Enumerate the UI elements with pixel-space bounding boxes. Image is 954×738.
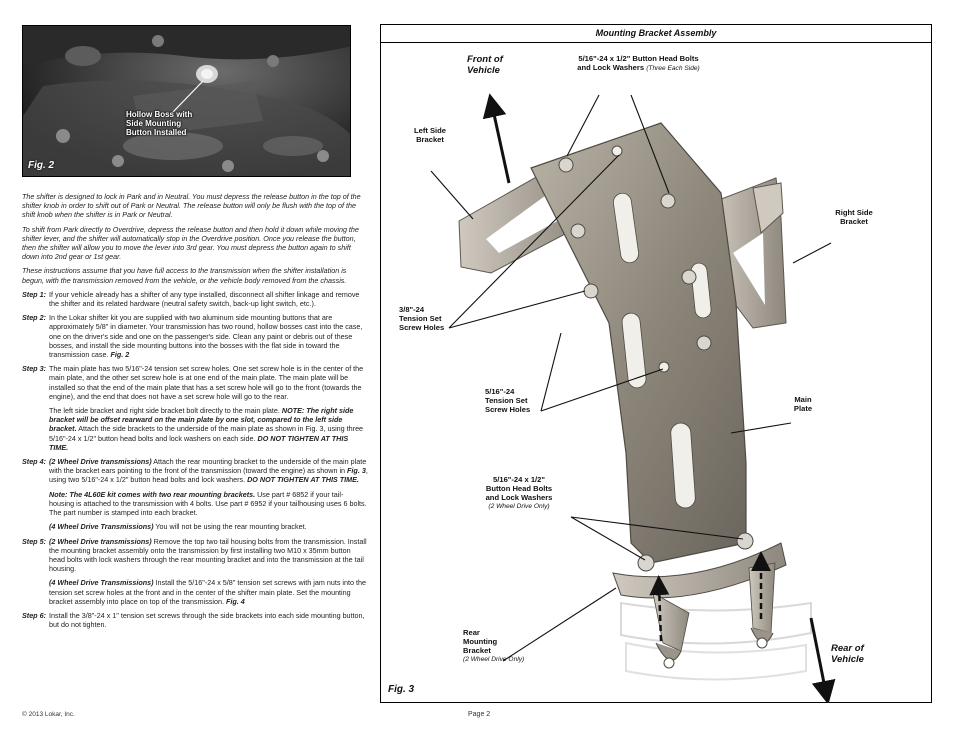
step-text-body: Attach the side brackets to the underside of the main plate as shown in Fig. 3, using three 5/16"-24 x 1/2" button head bolts and lock washers on each side. — [49, 424, 364, 443]
step-lead: (4 Wheel Drive Transmissions) — [49, 522, 154, 532]
rear-of-vehicle-label — [831, 643, 864, 665]
step-warning: DO NOT TIGHTEN AT THIS TIME. — [247, 475, 359, 485]
step-text: If your vehicle already has a shifter of any type installed, disconnect all shifter linkage and remove the shifter and its related hardware (neutral safety switch, back-up light switch, etc.). — [49, 289, 360, 309]
step-number: Step 4: — [22, 457, 46, 467]
step-note: Note: The 4L60E kit comes with two rear mounting brackets. — [49, 489, 256, 499]
label-line: 5/16"-24 x 1/2" — [493, 475, 545, 484]
fig3-panel — [380, 24, 932, 703]
step-1 — [22, 290, 368, 308]
label-line: Front of — [467, 54, 503, 65]
step-text-body: You will not be using the rear mounting bracket. — [155, 522, 307, 532]
step-4 — [22, 457, 368, 485]
step-lead: (4 Wheel Drive Transmissions) — [49, 578, 154, 588]
fig2-photo — [22, 25, 351, 177]
fig3-label: Fig. 3 — [388, 684, 415, 695]
instructions-column — [22, 192, 368, 634]
top-bolts-label — [566, 54, 711, 73]
label-line: Vehicle — [467, 65, 500, 76]
fig2-callout-line: Button Installed — [126, 128, 187, 137]
label-line: Vehicle — [831, 654, 864, 665]
fig2-callout — [126, 110, 192, 137]
label-line: Button Head Bolts — [485, 484, 553, 493]
step-2 — [22, 313, 368, 359]
fig3-title: Mounting Bracket Assembly — [381, 25, 931, 43]
label-line: Right Side — [835, 208, 873, 217]
intro-paragraph: The shifter is designed to lock in Park and in Neutral. You must depress the release button in the top of the shifter knob in order to shift out of Park or Neutral. The release button will only be flush with the top of the shift knob when the shifter is in Park or Neutral. — [22, 192, 361, 220]
label-note: (2 Wheel Drive Only) — [463, 656, 525, 663]
step-text-body: Remove the top two tail housing bolts from the transmission. Install the mounting bracket assembly onto the transmission by first installing two M10 x 35mm button head bolts with lock washers through the rear mounting bracket and into the transmission at the tail housing. — [49, 536, 367, 574]
main-plate-label — [792, 395, 814, 413]
label-note: (2 Wheel Drive Only) — [488, 503, 550, 510]
tension-38-label — [399, 305, 444, 332]
front-of-vehicle-label — [467, 54, 503, 76]
step-number: Step 3: — [22, 364, 46, 374]
step-5-4wd — [49, 578, 368, 606]
label-line: 5/16"-24 x 1/2" Button Head Bolts — [578, 54, 699, 63]
fig2-callout-line: Hollow Boss with — [126, 110, 193, 119]
rear-arrow — [811, 618, 826, 693]
label-line: Bracket — [840, 217, 868, 226]
step-text-body: In the Lokar shifter kit you are supplied with two aluminum side mounting buttons that are approximately 5/8" in diameter. Your transmission has two round, hollow bosses cast into the case, one on the driver's side and one on the passenger's side. Clean any paint or debris out of these bosses, and install the side mounting buttons into the bosses with the flat side in toward the transmission case. — [49, 313, 363, 360]
bottom-bolts-label — [479, 475, 559, 511]
label-line: Rear of — [831, 643, 864, 654]
label-line: Bracket — [416, 135, 444, 144]
figure-reference: Fig. 3 — [347, 466, 366, 476]
step-text — [49, 537, 368, 574]
label-line: 3/8"-24 — [399, 305, 425, 314]
step-5 — [22, 537, 368, 574]
step-4-4wd — [49, 522, 368, 531]
label-line: Mounting — [463, 637, 498, 646]
figure-reference: Fig. 2 — [110, 350, 130, 360]
step-3-continued — [49, 406, 368, 452]
label-line: Screw Holes — [399, 323, 445, 332]
step-text-body: Use part # 6852 if your tail-housing is attached to the transmission with 4 bolts. Use part # 6952 if your tailhousing uses 6 bolts. The part number is stamped into each bracket. — [49, 489, 367, 518]
label-line: Tension Set — [485, 396, 528, 405]
step-text — [49, 457, 368, 485]
tension-516-label — [485, 387, 530, 414]
label-line: Bracket — [463, 646, 491, 655]
screw-hole — [612, 146, 622, 156]
label-line: Left Side — [413, 126, 447, 135]
step-warning: DO NOT TIGHTEN AT THIS TIME. — [49, 433, 349, 452]
rear-mounting-bracket-label — [463, 628, 524, 664]
transmission-photo — [23, 26, 351, 177]
step-number: Step 1: — [22, 289, 46, 299]
step-lead: (2 Wheel Drive transmissions) — [49, 457, 152, 467]
label-line: Tension Set — [399, 314, 442, 323]
step-text-body: , using two 5/16"-24 x 1/2" button head bolts and lock washers. — [49, 466, 368, 485]
label-line: Rear — [463, 628, 480, 637]
bracket-assembly-illustration — [381, 43, 931, 703]
figure-reference: Fig. 4 — [226, 596, 245, 606]
copyright: © 2013 Lokar, Inc. — [22, 711, 75, 718]
intro-paragraph: To shift from Park directly to Overdrive, depress the release button and then hold it down while moving the shifter lever, and the shifter will automatically stop in the Overdrive position. Once you release the button, then the shifter will allow you to move the lever into 3rd gear. You must depress the button again to shift down into 2nd gear or 1st gear. — [22, 224, 359, 262]
fig2-label: Fig. 2 — [28, 160, 55, 171]
step-number: Step 5: — [22, 536, 46, 546]
step-text-body: The left side bracket and right side bracket bolt directly to the main plate. — [49, 406, 280, 416]
step-note: NOTE: The right side bracket will be offset rearward on the main plate by one slot, compared to the left side bracket. — [49, 406, 354, 434]
label-note: (Three Each Side) — [646, 65, 700, 72]
step-number: Step 6: — [22, 610, 46, 620]
step-text: The main plate has two 5/16"-24 tension set screw holes. One set screw hole is in the center of the main plate, and the other set screw hole is at one end of the main plate. The main plate will be installed so that the end of the main plate that has a set screw hole will go to the front (towards the engine), and the end that does not have a set screw hole will go to the rear. — [49, 364, 364, 401]
rear-bracket-ghost — [621, 603, 811, 680]
step-lead: (2 Wheel Drive transmissions) — [49, 536, 152, 546]
fig2-callout-line: Side Mounting — [126, 119, 182, 128]
front-arrow — [492, 105, 509, 183]
label-text: and Lock Washers — [577, 63, 645, 72]
right-side-bracket-label — [830, 208, 878, 226]
step-text-body: Attach the rear mounting bracket to the underside of the main plate with the bracket ears pointing to the front of the transmission (toward the engine) as shown in — [49, 457, 367, 476]
step-number: Step 2: — [22, 313, 46, 323]
step-text-body: Install the 5/16"-24 x 5/8" tension set screws with jam nuts into the tension set screw holes at the front and in the center of the shifter main plate. Set the mounting bracket assembly into place on top of the transmission. — [49, 578, 366, 606]
step-text: Install the 3/8"-24 x 1" tension set screws through the side brackets into each side mounting button, but do not tighten. — [49, 610, 365, 630]
step-3 — [22, 364, 368, 401]
page-number: Page 2 — [468, 711, 491, 718]
step-4-note — [49, 490, 368, 518]
screw-hole — [659, 362, 669, 372]
label-line: and Lock Washers — [485, 493, 553, 502]
label-line: 5/16"-24 — [485, 387, 515, 396]
label-line: Plate — [793, 404, 813, 413]
label-line: Main — [794, 395, 812, 404]
step-text — [49, 313, 368, 359]
intro-paragraph: These instructions assume that you have full access to the transmission when the shifter installation is begun, with the transmission removed from the vehicle, or the vehicle body removed from the chassis. — [22, 266, 347, 285]
step-6 — [22, 611, 368, 629]
label-line — [566, 63, 711, 73]
label-line: Screw Holes — [485, 405, 531, 414]
left-side-bracket-label — [411, 126, 449, 144]
